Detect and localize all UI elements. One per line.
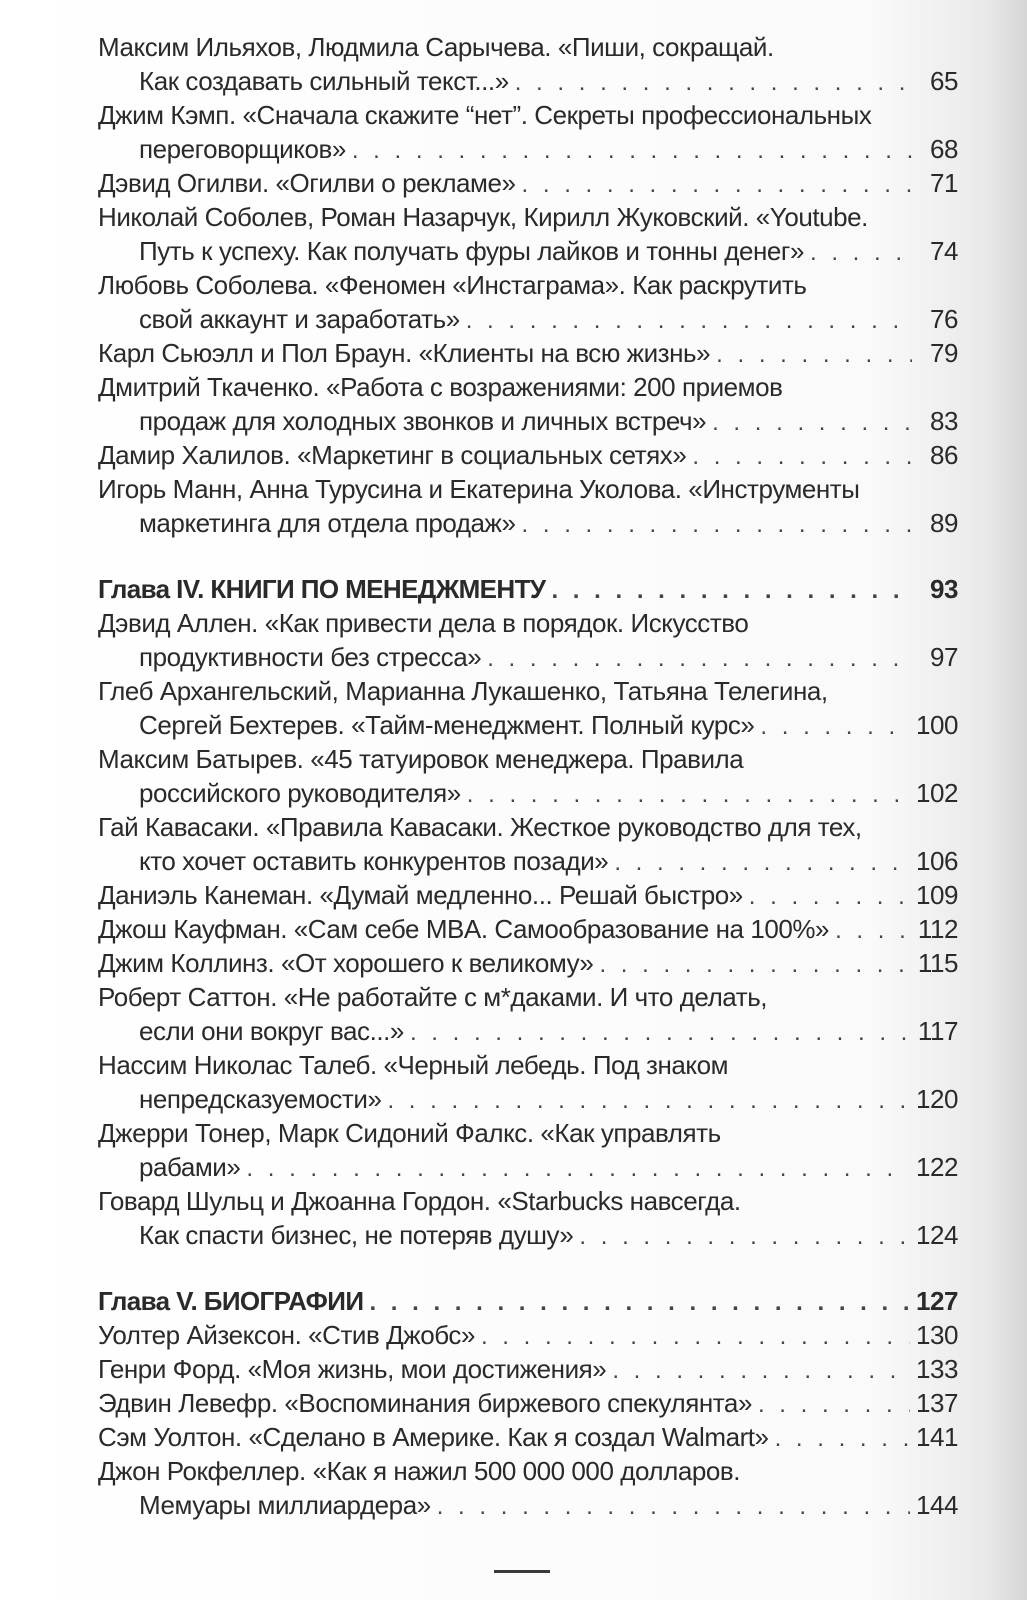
toc-entry xyxy=(98,606,958,674)
entry-text: Дмитрий Ткаченко. «Работа с возражениями: 200 приемов xyxy=(98,372,783,402)
page-number: 89 xyxy=(929,508,958,538)
section-gap xyxy=(98,540,958,572)
page-number: 100 xyxy=(915,710,958,740)
toc-line xyxy=(98,606,958,640)
entry-text: непредсказуемости» xyxy=(139,1084,382,1114)
toc-entry xyxy=(98,1116,958,1184)
toc-line xyxy=(98,336,958,370)
page-number: 124 xyxy=(915,1220,958,1250)
toc-line xyxy=(98,1184,958,1218)
toc-line xyxy=(98,1048,958,1082)
entry-text: Роберт Саттон. «Не работайте с м*даками. И что делать, xyxy=(98,982,768,1012)
entry-text: если они вокруг вас...» xyxy=(139,1016,404,1046)
toc-entry xyxy=(98,674,958,742)
page-number: 79 xyxy=(929,338,958,368)
toc-line xyxy=(98,1352,958,1386)
toc-line xyxy=(98,1488,958,1522)
dot-leader xyxy=(599,948,911,982)
dot-leader xyxy=(810,236,912,270)
toc-line xyxy=(98,1386,958,1420)
toc-line xyxy=(98,742,958,776)
entry-text: Эдвин Левефр. «Воспоминания биржевого спекулянта» xyxy=(98,1388,752,1418)
chapter-heading xyxy=(98,572,958,606)
toc-entry xyxy=(98,1420,958,1454)
toc-line xyxy=(98,844,958,878)
dot-leader xyxy=(692,440,912,474)
toc-line xyxy=(98,708,958,742)
toc-line xyxy=(98,674,958,708)
dot-leader xyxy=(387,1084,910,1118)
entry-text: Говард Шульц и Джоанна Гордон. «Starbucks навсегда. xyxy=(98,1186,741,1216)
page-number: 86 xyxy=(929,440,958,470)
entry-text: Глеб Архангельский, Марианна Лукашенко, Татьяна Телегина, xyxy=(98,676,828,706)
dot-leader xyxy=(369,1286,910,1320)
entry-text: продаж для холодных звонков и личных встреч» xyxy=(139,406,707,436)
page-number: 102 xyxy=(915,778,958,808)
toc-entry xyxy=(98,370,958,438)
toc-line xyxy=(98,912,958,946)
toc-line xyxy=(98,268,958,302)
toc-entry xyxy=(98,946,958,980)
page-number: 112 xyxy=(917,914,958,944)
toc-entry xyxy=(98,438,958,472)
page-number: 115 xyxy=(917,948,958,978)
page-number: 74 xyxy=(929,236,958,266)
dot-leader xyxy=(612,1354,910,1388)
toc-entry xyxy=(98,878,958,912)
toc-entry xyxy=(98,1352,958,1386)
entry-text: Как спасти бизнес, не потеряв душу» xyxy=(139,1220,574,1250)
entry-text: Путь к успеху. Как получать фуры лайков и тонны денег» xyxy=(139,236,804,266)
toc-line xyxy=(98,1318,958,1352)
page-number: 120 xyxy=(915,1084,958,1114)
entry-text: продуктивности без стресса» xyxy=(139,642,482,672)
toc-line xyxy=(98,1218,958,1252)
chapter-heading xyxy=(98,1284,958,1318)
page-number: 122 xyxy=(915,1152,958,1182)
entry-text: Джим Коллинз. «От хорошего к великому» xyxy=(98,948,594,978)
toc-line xyxy=(98,200,958,234)
dot-leader xyxy=(758,1388,910,1422)
dot-leader xyxy=(522,168,912,202)
toc-entry xyxy=(98,1386,958,1420)
toc-line xyxy=(98,472,958,506)
dot-leader xyxy=(712,406,912,440)
entry-text: Дамир Халилов. «Маркетинг в социальных сетях» xyxy=(98,440,687,470)
toc-line xyxy=(98,1454,958,1488)
toc-line xyxy=(98,1014,958,1048)
page-number: 97 xyxy=(929,642,958,672)
dot-leader xyxy=(467,778,910,812)
entry-text: Максим Ильяхов, Людмила Сарычева. «Пиши, сокращай. xyxy=(98,32,774,62)
dot-leader xyxy=(775,1422,910,1456)
toc-entry xyxy=(98,1318,958,1352)
toc-entry xyxy=(98,98,958,166)
toc-line xyxy=(98,64,958,98)
dot-leader xyxy=(579,1220,910,1254)
entry-text: маркетинга для отдела продаж» xyxy=(139,508,516,538)
dot-leader xyxy=(437,1490,910,1524)
entry-text: Сергей Бехтерев. «Тайм-менеджмент. Полный курс» xyxy=(139,710,755,740)
section-gap xyxy=(98,1252,958,1284)
entry-text: Уолтер Айзексон. «Стив Джобс» xyxy=(98,1320,475,1350)
chapter-title: Глава V. БИОГРАФИИ xyxy=(98,1286,364,1316)
page-number: 106 xyxy=(915,846,958,876)
entry-text: Генри Форд. «Моя жизнь, мои достижения» xyxy=(98,1354,607,1384)
dot-leader xyxy=(352,134,912,168)
toc-entry xyxy=(98,1454,958,1522)
toc-line xyxy=(98,132,958,166)
toc-line xyxy=(98,640,958,674)
toc-entry xyxy=(98,980,958,1048)
toc-line xyxy=(98,506,958,540)
entry-text: Дэвид Огилви. «Огилви о рекламе» xyxy=(98,168,516,198)
toc-entry xyxy=(98,1184,958,1252)
toc-entry xyxy=(98,742,958,810)
toc-line xyxy=(98,1116,958,1150)
page-number: 133 xyxy=(915,1354,958,1384)
dot-leader xyxy=(487,642,912,676)
entry-text: Николай Соболев, Роман Назарчук, Кирилл Жуковский. «Youtube. xyxy=(98,202,868,232)
dot-leader xyxy=(515,66,912,100)
page-number: 117 xyxy=(917,1016,958,1046)
page-number: 68 xyxy=(929,134,958,164)
dot-leader xyxy=(614,846,910,880)
toc-entry xyxy=(98,810,958,878)
dot-leader xyxy=(410,1016,912,1050)
toc-line xyxy=(98,572,958,606)
page-number: 93 xyxy=(929,574,958,604)
entry-text: Мемуары миллиардера» xyxy=(139,1490,431,1520)
toc-entry xyxy=(98,472,958,540)
entry-text: Джим Кэмп. «Сначала скажите “нет”. Секреты профессиональных xyxy=(98,100,872,130)
toc-line xyxy=(98,1150,958,1184)
toc-line xyxy=(98,438,958,472)
toc-line xyxy=(98,776,958,810)
toc-entry xyxy=(98,166,958,200)
entry-text: Игорь Манн, Анна Турусина и Екатерина Уколова. «Инструменты xyxy=(98,474,860,504)
page-number: 83 xyxy=(929,406,958,436)
page-number: 130 xyxy=(915,1320,958,1350)
toc-line xyxy=(98,1284,958,1318)
toc-line xyxy=(98,404,958,438)
entry-text: Дэвид Аллен. «Как привести дела в порядок. Искусство xyxy=(98,608,749,638)
toc-entry xyxy=(98,336,958,370)
entry-text: российского руководителя» xyxy=(139,778,461,808)
dot-leader xyxy=(760,710,910,744)
toc-entry xyxy=(98,30,958,98)
entry-text: Как создавать сильный текст...» xyxy=(139,66,509,96)
dot-leader xyxy=(749,880,910,914)
entry-text: свой аккаунт и заработать» xyxy=(139,304,460,334)
entry-text: Нассим Николас Талеб. «Черный лебедь. Под знаком xyxy=(98,1050,729,1080)
page-footer-dash xyxy=(494,1570,550,1573)
entry-text: Сэм Уолтон. «Сделано в Америке. Как я создал Walmart» xyxy=(98,1422,769,1452)
page-number: 137 xyxy=(915,1388,958,1418)
toc-line xyxy=(98,1082,958,1116)
dot-leader xyxy=(522,508,912,542)
toc-line xyxy=(98,98,958,132)
toc-entry xyxy=(98,200,958,268)
dot-leader xyxy=(551,574,912,608)
page-number: 71 xyxy=(929,168,958,198)
page-number: 127 xyxy=(915,1286,958,1316)
toc-line xyxy=(98,878,958,912)
entry-text: переговорщиков» xyxy=(139,134,346,164)
dot-leader xyxy=(835,914,912,948)
entry-text: Джош Кауфман. «Сам себе MBA. Самообразование на 100%» xyxy=(98,914,830,944)
toc-line xyxy=(98,980,958,1014)
entry-text: Джерри Тонер, Марк Сидоний Фалкс. «Как управлять xyxy=(98,1118,721,1148)
toc-line xyxy=(98,810,958,844)
entry-text: рабами» xyxy=(139,1152,241,1182)
toc-entry xyxy=(98,1048,958,1116)
toc-line xyxy=(98,302,958,336)
page-number: 76 xyxy=(929,304,958,334)
entry-text: Гай Кавасаки. «Правила Кавасаки. Жесткое руководство для тех, xyxy=(98,812,862,842)
entry-text: Даниэль Канеман. «Думай медленно... Решай быстро» xyxy=(98,880,743,910)
toc-line xyxy=(98,166,958,200)
toc-line xyxy=(98,370,958,404)
chapter-title: Глава IV. КНИГИ ПО МЕНЕДЖМЕНТУ xyxy=(98,574,546,604)
dot-leader xyxy=(481,1320,910,1354)
entry-text: Любовь Соболева. «Феномен «Инстаграма». Как раскрутить xyxy=(98,270,807,300)
toc-line xyxy=(98,1420,958,1454)
entry-text: Максим Батырев. «45 татуировок менеджера. Правила xyxy=(98,744,744,774)
entry-text: Карл Сьюэлл и Пол Браун. «Клиенты на всю жизнь» xyxy=(98,338,711,368)
page-number: 144 xyxy=(915,1490,958,1520)
toc-entry xyxy=(98,912,958,946)
dot-leader xyxy=(246,1152,910,1186)
toc-line xyxy=(98,234,958,268)
toc-line xyxy=(98,946,958,980)
page-number: 109 xyxy=(915,880,958,910)
page-number: 141 xyxy=(915,1422,958,1452)
toc-line xyxy=(98,30,958,64)
dot-leader xyxy=(716,338,912,372)
entry-text: Джон Рокфеллер. «Как я нажил 500 000 000 долларов. xyxy=(98,1456,740,1486)
page-number: 65 xyxy=(929,66,958,96)
dot-leader xyxy=(466,304,912,338)
toc-entry xyxy=(98,268,958,336)
entry-text: кто хочет оставить конкурентов позади» xyxy=(139,846,609,876)
table-of-contents xyxy=(98,30,958,1522)
